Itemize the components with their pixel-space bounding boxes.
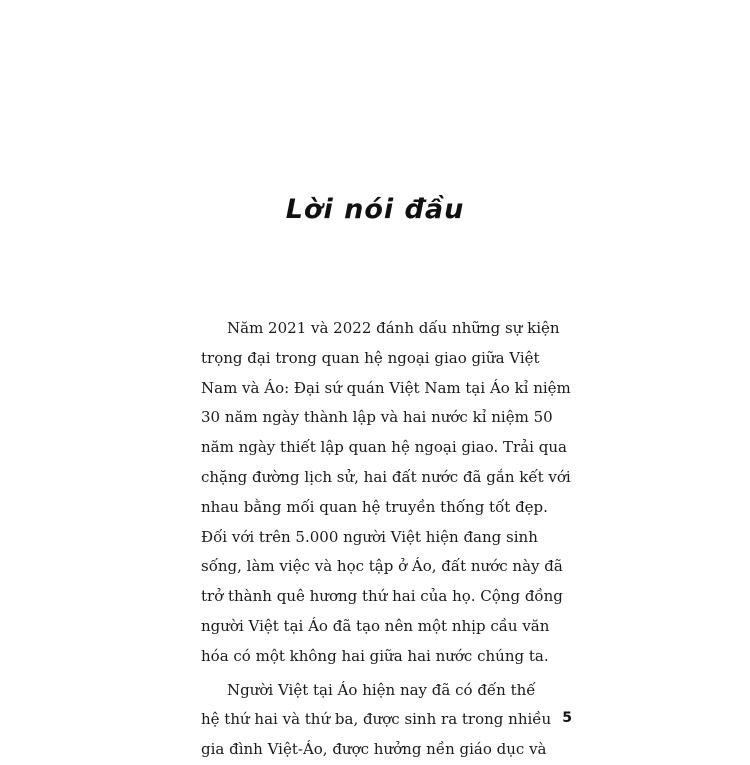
text-line: trọng đại trong quan hệ ngoại giao giữa Việt [201,348,540,367]
text-line: hóa có một không hai giữa hai nước chúng ta. [201,646,549,665]
paragraph-1 [201,314,571,672]
body-text [201,314,571,765]
text-line: trở thành quê hương thứ hai của họ. Cộng đồng [201,587,563,606]
text-line: Đối với trên 5.000 người Việt hiện đang sinh [201,527,538,546]
text-line: năm ngày thiết lập quan hệ ngoại giao. Trải qua [201,438,567,457]
text-line: nhau bằng mối quan hệ truyền thống tốt đẹp. [201,497,548,516]
text-line: Nam và Áo: Đại sứ quán Việt Nam tại Áo kỉ niệm [201,378,571,397]
text-line: chặng đường lịch sử, hai đất nước đã gắn kết với [201,467,571,486]
text-line: 30 năm ngày thành lập và hai nước kỉ niệm 50 [201,408,553,427]
text-line: gia đình Việt-Áo, được hưởng nền giáo dục và [201,740,547,759]
text-line: người Việt tại Áo đã tạo nên một nhịp cầu văn [201,616,550,635]
page-number: 5 [562,710,572,726]
text-line: Năm 2021 và 2022 đánh dấu những sự kiện [227,319,560,337]
chapter-title: Lời nói đầu [285,194,465,225]
text-line: Người Việt tại Áo hiện nay đã có đến thế [227,680,536,699]
text-line: sống, làm việc và học tập ở Áo, đất nước này đã [201,557,563,576]
text-line: hệ thứ hai và thứ ba, được sinh ra trong nhiều [201,710,552,729]
paragraph-2 [201,676,552,765]
